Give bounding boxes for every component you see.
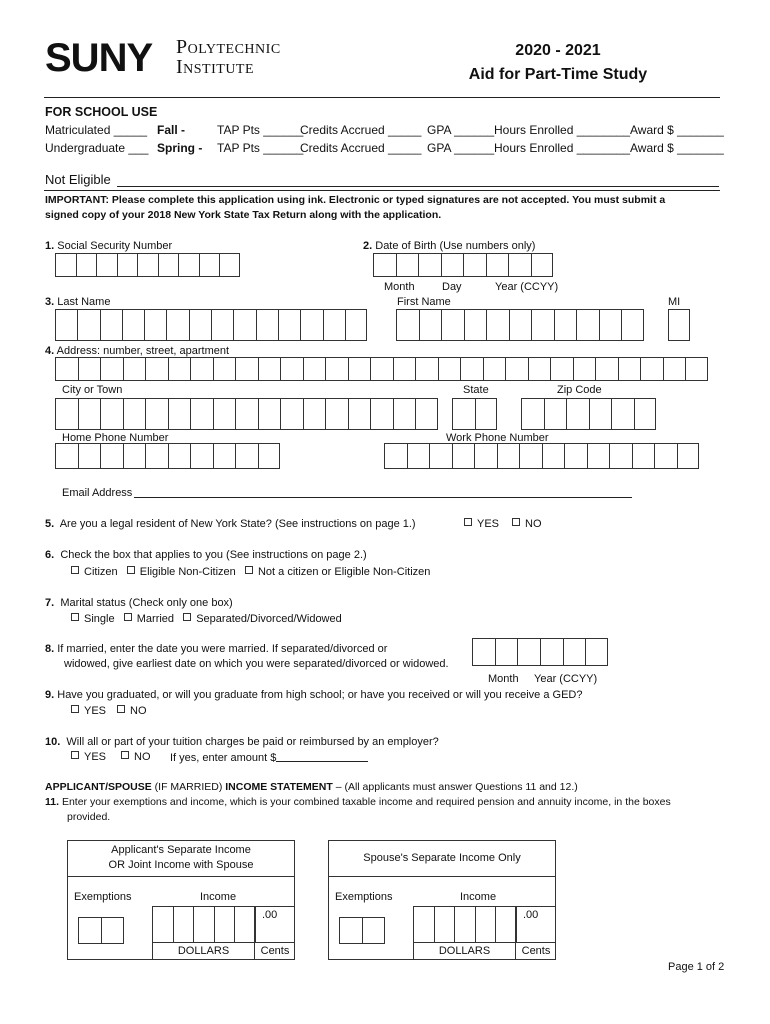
q9-number: 9. (45, 689, 55, 701)
applicant-title-1: Applicant's Separate Income (111, 844, 251, 856)
input-cell[interactable] (396, 309, 419, 341)
input-cell[interactable] (213, 398, 236, 430)
input-cell[interactable] (190, 398, 213, 430)
school-use-award-1: Award $ _______ (630, 123, 724, 137)
input-cell[interactable] (472, 638, 495, 666)
q9-label: Have you graduated, or will you graduate from high school; or have you received or will you receive a GED? (57, 689, 583, 701)
q1-number: 1. (45, 240, 55, 252)
input-cell[interactable] (339, 917, 362, 944)
input-cell[interactable] (122, 309, 144, 341)
input-cell[interactable] (460, 357, 483, 381)
checkbox-icon[interactable] (124, 613, 132, 621)
input-cell[interactable] (235, 443, 258, 469)
input-cell[interactable] (235, 357, 258, 381)
q4-label: Address: number, street, apartment (56, 345, 230, 357)
input-cell[interactable] (213, 357, 236, 381)
input-cell[interactable] (618, 357, 641, 381)
home-phone-label: Home Phone Number (62, 432, 169, 444)
input-cell[interactable] (348, 357, 371, 381)
input-cell[interactable] (100, 443, 123, 469)
input-cell[interactable] (452, 398, 475, 430)
input-cell[interactable] (211, 309, 233, 341)
input-cell[interactable] (573, 357, 596, 381)
input-cell[interactable] (483, 357, 506, 381)
input-cell[interactable] (634, 398, 657, 430)
input-cell[interactable] (589, 398, 612, 430)
income-heading: APPLICANT/SPOUSE (IF MARRIED) INCOME STATEMENT – (All applicants must answer Questions 11 and 12.) (45, 781, 578, 793)
input-cell[interactable] (78, 398, 101, 430)
input-cell[interactable] (145, 443, 168, 469)
q4-number: 4. (45, 345, 55, 357)
spouse-cents-label: Cents (521, 945, 551, 957)
input-cell[interactable] (78, 357, 101, 381)
checkbox-icon[interactable] (71, 566, 79, 574)
input-cell[interactable] (168, 443, 191, 469)
q10-amount-line[interactable] (276, 751, 368, 762)
not-eligible-line[interactable] (117, 186, 719, 187)
input-cell[interactable] (486, 309, 509, 341)
input-cell[interactable] (396, 253, 419, 277)
q10-number: 10. (45, 736, 61, 748)
input-cell[interactable] (55, 309, 77, 341)
input-cell[interactable] (234, 906, 255, 943)
input-cell[interactable] (544, 398, 567, 430)
q10-label: Will all or part of your tuition charges be paid or reimbursed by an employer? (66, 736, 439, 748)
input-cell[interactable] (178, 253, 199, 277)
input-cell[interactable] (595, 357, 618, 381)
input-cell[interactable] (497, 443, 520, 469)
input-cell[interactable] (654, 443, 677, 469)
q3-label: Last Name (57, 296, 111, 308)
school-use-gpa-1: GPA ______ (427, 123, 495, 137)
school-use-status-1: Matriculated _____ (45, 123, 148, 137)
input-cell[interactable] (55, 357, 78, 381)
first-name-label: First Name (397, 296, 451, 308)
checkbox-icon[interactable] (71, 751, 79, 759)
dob-month-label: Month (384, 281, 415, 293)
dob-boxes[interactable] (373, 253, 553, 277)
input-cell[interactable] (345, 309, 367, 341)
q8-line-1: If married, enter the date you were married. If separated/divorced or (57, 643, 388, 655)
header-divider (44, 97, 720, 98)
school-use-award-2: Award $ _______ (630, 141, 724, 155)
input-cell[interactable] (300, 309, 322, 341)
input-cell[interactable] (495, 638, 518, 666)
q7-number: 7. (45, 597, 55, 609)
checkbox-icon[interactable] (512, 518, 520, 526)
input-cell[interactable] (415, 357, 438, 381)
mi-label: MI (668, 296, 681, 308)
state-label: State (463, 384, 489, 396)
input-cell[interactable] (685, 357, 708, 381)
input-cell[interactable] (521, 398, 544, 430)
input-cell[interactable] (166, 309, 188, 341)
q5-no[interactable]: NO (512, 518, 542, 530)
input-cell[interactable] (540, 638, 563, 666)
input-cell[interactable] (528, 357, 551, 381)
input-cell[interactable] (508, 253, 531, 277)
input-cell[interactable] (542, 443, 565, 469)
input-cell[interactable] (303, 398, 326, 430)
q6-option-eligible[interactable]: Eligible Non-Citizen (127, 566, 236, 578)
ssn-boxes[interactable] (55, 253, 240, 277)
city-label: City or Town (62, 384, 123, 396)
input-cell[interactable] (233, 309, 255, 341)
q7-label: Marital status (Check only one box) (60, 597, 233, 609)
school-use-tap-1: TAP Pts ______ (217, 123, 304, 137)
checkbox-icon[interactable] (71, 613, 79, 621)
mi-box[interactable] (668, 309, 690, 341)
applicant-dollars-label: DOLLARS (177, 945, 230, 957)
input-cell[interactable] (55, 253, 76, 277)
form-year: 2020 - 2021 (515, 42, 601, 59)
input-cell[interactable] (214, 906, 235, 943)
input-cell[interactable] (348, 398, 371, 430)
input-cell[interactable] (123, 357, 146, 381)
email-line[interactable] (134, 497, 632, 498)
input-cell[interactable] (640, 357, 663, 381)
zip-boxes[interactable] (521, 398, 656, 430)
input-cell[interactable] (101, 917, 124, 944)
input-cell[interactable] (190, 443, 213, 469)
input-cell[interactable] (452, 443, 475, 469)
input-cell[interactable] (190, 357, 213, 381)
q6-option-not-citizen[interactable]: Not a citizen or Eligible Non-Citizen (245, 566, 430, 578)
checkbox-icon[interactable] (117, 705, 125, 713)
school-use-heading: FOR SCHOOL USE (45, 105, 158, 119)
form-title: Aid for Part-Time Study (468, 66, 648, 83)
school-use-hours-2: Hours Enrolled ________ (494, 141, 631, 155)
q10-yes[interactable]: YES (71, 751, 106, 763)
input-cell[interactable] (323, 309, 345, 341)
input-cell[interactable] (429, 443, 452, 469)
q11-number: 11. (45, 796, 60, 808)
input-cell[interactable] (576, 309, 599, 341)
checkbox-icon[interactable] (127, 566, 135, 574)
input-cell[interactable] (173, 906, 194, 943)
input-cell[interactable] (393, 398, 416, 430)
input-cell[interactable] (370, 357, 393, 381)
school-use-gpa-2: GPA ______ (427, 141, 495, 155)
input-cell[interactable] (663, 357, 686, 381)
applicant-exemptions-label: Exemptions (74, 891, 132, 903)
input-cell[interactable] (505, 357, 528, 381)
checkbox-icon[interactable] (464, 518, 472, 526)
applicant-dollars-boxes[interactable] (152, 906, 255, 943)
section-divider (44, 190, 720, 191)
q11-line-1: Enter your exemptions and income, which is your combined taxable income and required pension and annuity income, in the boxes (61, 796, 671, 808)
applicant-cents-label: Cents (260, 945, 290, 957)
marriage-date-boxes[interactable] (472, 638, 608, 666)
input-cell[interactable] (418, 253, 441, 277)
input-cell[interactable] (256, 309, 278, 341)
input-cell[interactable] (419, 309, 442, 341)
address-boxes[interactable] (55, 357, 708, 381)
spouse-exemptions-boxes[interactable] (339, 917, 385, 944)
input-cell[interactable] (325, 357, 348, 381)
input-cell[interactable] (373, 253, 396, 277)
input-cell[interactable] (96, 253, 117, 277)
input-cell[interactable] (152, 906, 173, 943)
input-cell[interactable] (509, 309, 532, 341)
input-cell[interactable] (609, 443, 632, 469)
not-eligible-label: Not Eligible (45, 172, 111, 187)
spouse-dollars-label: DOLLARS (438, 945, 491, 957)
input-cell[interactable] (563, 638, 586, 666)
q2-number: 2. (363, 240, 373, 252)
input-cell[interactable] (475, 398, 498, 430)
input-cell[interactable] (258, 443, 281, 469)
dob-day-label: Day (442, 281, 462, 293)
applicant-title-2: OR Joint Income with Spouse (108, 859, 254, 871)
applicant-exemptions-boxes[interactable] (78, 917, 124, 944)
logo-suny: SUNY (45, 36, 153, 80)
input-cell[interactable] (199, 253, 220, 277)
important-line-2: signed copy of your 2018 New York State Tax Return along with the application. (45, 209, 442, 221)
input-cell[interactable] (531, 309, 554, 341)
q8-month-label: Month (488, 673, 519, 685)
school-use-term-1: Fall - (157, 123, 186, 137)
input-cell[interactable] (280, 357, 303, 381)
input-cell[interactable] (168, 357, 191, 381)
input-cell[interactable] (78, 443, 101, 469)
input-cell[interactable] (219, 253, 240, 277)
input-cell[interactable] (117, 253, 138, 277)
checkbox-icon[interactable] (245, 566, 253, 574)
input-cell[interactable] (585, 638, 608, 666)
school-use-hours-1: Hours Enrolled ________ (494, 123, 631, 137)
q1-label: Social Security Number (57, 240, 173, 252)
first-name-boxes[interactable] (396, 309, 644, 341)
logo-institute: Institute (176, 56, 255, 78)
q10-amount-label: If yes, enter amount $ (170, 752, 277, 764)
input-cell[interactable] (517, 638, 540, 666)
spouse-exemptions-label: Exemptions (335, 891, 393, 903)
input-cell[interactable] (677, 443, 700, 469)
q9-no[interactable]: NO (117, 705, 147, 717)
input-cell[interactable] (611, 398, 634, 430)
input-cell[interactable] (393, 357, 416, 381)
input-cell[interactable] (531, 253, 554, 277)
q9-yes[interactable]: YES (71, 705, 106, 717)
q5-number: 5. (45, 518, 55, 530)
email-label: Email Address (62, 487, 133, 499)
input-cell[interactable] (413, 906, 434, 943)
q6-option-citizen[interactable]: Citizen (71, 566, 118, 578)
input-cell[interactable] (76, 253, 97, 277)
q3-number: 3. (45, 296, 55, 308)
input-cell[interactable] (55, 443, 78, 469)
input-cell[interactable] (362, 917, 385, 944)
input-cell[interactable] (145, 357, 168, 381)
home-phone-boxes[interactable] (55, 443, 280, 469)
input-cell[interactable] (441, 253, 464, 277)
input-cell[interactable] (325, 398, 348, 430)
input-cell[interactable] (384, 443, 407, 469)
input-cell[interactable] (123, 443, 146, 469)
input-cell[interactable] (441, 309, 464, 341)
school-use-tap-2: TAP Pts ______ (217, 141, 304, 155)
spouse-cents-value: .00 (523, 909, 539, 921)
city-boxes[interactable] (55, 398, 438, 430)
input-cell[interactable] (145, 398, 168, 430)
spouse-title: Spouse's Separate Income Only (363, 852, 521, 864)
school-use-credits-2: Credits Accrued _____ (300, 141, 422, 155)
input-cell[interactable] (168, 398, 191, 430)
zip-label: Zip Code (557, 384, 602, 396)
input-cell[interactable] (137, 253, 158, 277)
q8-line-2: widowed, give earliest date on which you were separated/divorced or widowed. (64, 658, 449, 670)
work-phone-label: Work Phone Number (446, 432, 549, 444)
checkbox-icon[interactable] (71, 705, 79, 713)
input-cell[interactable] (100, 309, 122, 341)
q7-option-separated[interactable]: Separated/Divorced/Widowed (183, 613, 342, 625)
school-use-status-2: Undergraduate ___ (45, 141, 149, 155)
input-cell[interactable] (454, 906, 475, 943)
input-cell[interactable] (407, 443, 430, 469)
input-cell[interactable] (474, 443, 497, 469)
logo-polytechnic: Polytechnic (176, 36, 281, 58)
q7-options (71, 613, 342, 625)
input-cell[interactable] (415, 398, 438, 430)
important-line-1: IMPORTANT: Please complete this application using ink. Electronic or typed signatures are not accepted. You must submit a (45, 194, 666, 206)
q5-label: Are you a legal resident of New York State? (See instructions on page 1.) (59, 518, 416, 530)
input-cell[interactable] (258, 398, 281, 430)
input-cell[interactable] (189, 309, 211, 341)
input-cell[interactable] (55, 398, 78, 430)
input-cell[interactable] (235, 398, 258, 430)
q6-options (71, 566, 430, 578)
input-cell[interactable] (495, 906, 516, 943)
q2-label: Date of Birth (Use numbers only) (375, 240, 536, 252)
input-cell[interactable] (303, 357, 326, 381)
q6-label: Check the box that applies to you (See instructions on page 2.) (60, 549, 367, 561)
input-cell[interactable] (100, 357, 123, 381)
input-cell[interactable] (632, 443, 655, 469)
q10-no[interactable]: NO (121, 751, 151, 763)
input-cell[interactable] (434, 906, 455, 943)
q6-number: 6. (45, 549, 55, 561)
school-use-credits-1: Credits Accrued _____ (300, 123, 422, 137)
q7-option-single[interactable]: Single (71, 613, 115, 625)
input-cell[interactable] (438, 357, 461, 381)
input-cell[interactable] (258, 357, 281, 381)
input-cell[interactable] (158, 253, 179, 277)
input-cell[interactable] (566, 398, 589, 430)
q8-year-label: Year (CCYY) (534, 673, 598, 685)
spouse-dollars-boxes[interactable] (413, 906, 516, 943)
q8-number: 8. (45, 643, 55, 655)
input-cell[interactable] (370, 398, 393, 430)
page-number: Page 1 of 2 (668, 961, 725, 973)
q7-option-married[interactable]: Married (124, 613, 174, 625)
input-cell[interactable] (144, 309, 166, 341)
input-cell[interactable] (77, 309, 99, 341)
last-name-boxes[interactable] (55, 309, 367, 341)
input-cell[interactable] (587, 443, 610, 469)
input-cell[interactable] (280, 398, 303, 430)
input-cell[interactable] (550, 357, 573, 381)
dob-year-label: Year (CCYY) (495, 281, 559, 293)
input-cell[interactable] (213, 443, 236, 469)
checkbox-icon[interactable] (121, 751, 129, 759)
applicant-income-label: Income (200, 891, 237, 903)
input-cell[interactable] (486, 253, 509, 277)
q11-line-2: provided. (67, 811, 111, 823)
input-cell[interactable] (464, 309, 487, 341)
q5-yes[interactable]: YES (464, 518, 499, 530)
input-cell[interactable] (554, 309, 577, 341)
input-cell[interactable] (668, 309, 690, 341)
input-cell[interactable] (519, 443, 542, 469)
input-cell[interactable] (100, 398, 123, 430)
input-cell[interactable] (278, 309, 300, 341)
input-cell[interactable] (78, 917, 101, 944)
input-cell[interactable] (193, 906, 214, 943)
work-phone-boxes[interactable] (384, 443, 699, 469)
input-cell[interactable] (621, 309, 644, 341)
spouse-income-label: Income (460, 891, 497, 903)
input-cell[interactable] (564, 443, 587, 469)
input-cell[interactable] (463, 253, 486, 277)
school-use-term-2: Spring - (157, 141, 203, 155)
input-cell[interactable] (599, 309, 622, 341)
state-boxes[interactable] (452, 398, 497, 430)
input-cell[interactable] (123, 398, 146, 430)
applicant-cents-value: .00 (262, 909, 278, 921)
checkbox-icon[interactable] (183, 613, 191, 621)
input-cell[interactable] (475, 906, 496, 943)
